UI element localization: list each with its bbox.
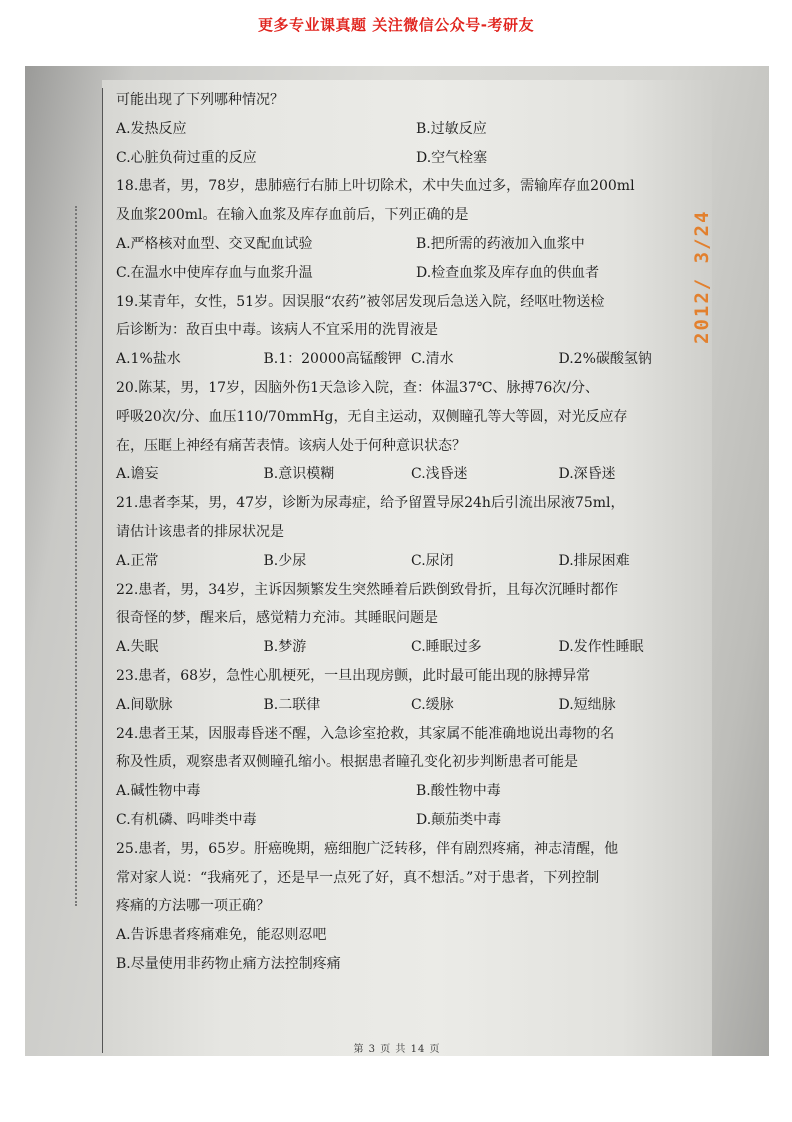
option-b: B.酸性物中毒 [416,783,501,800]
option-a: A.1%盐水 [116,351,181,368]
promo-banner: 更多专业课真题 关注微信公众号-考研友 [258,16,534,34]
option-b: D.检查血浆及库存血的供血者 [416,264,600,281]
option-row [116,259,706,288]
option-c: C.缓脉 [411,696,454,713]
text-line: 及血浆200ml。在输入血浆及库存血前后，下列正确的是 [116,207,469,224]
option-d: D.2%碳酸氢钠 [558,351,652,368]
scanned-page-photo [25,66,769,1056]
text-line: 后诊断为：敌百虫中毒。该病人不宜采用的洗胃液是 [116,322,438,339]
text-line: 19.某青年，女性，51岁。因误服“农药”被邻居发现后急送入院，经呕吐物送检 [116,293,605,310]
option-a: A.间歇脉 [116,696,173,713]
option-d: D.排尿困难 [558,552,630,569]
option-row [116,691,706,720]
binding-holes [75,206,81,906]
option-row [116,345,706,374]
option-b: B.把所需的药液加入血浆中 [416,235,585,252]
text-line: 请估计该患者的排尿状况是 [116,523,284,540]
option-b: B.过敏反应 [416,120,487,137]
option-a: A.严格核对血型、交叉配血试验 [116,235,313,252]
option-c: C.清水 [411,351,454,368]
option-b: B.梦游 [263,639,307,656]
option-a: A.正常 [116,552,159,569]
option-row [116,777,706,806]
text-line: 常对家人说：“我痛死了，还是早一点死了好，真不想活。”对于患者，下列控制 [116,869,600,886]
option-b: B.1：20000高锰酸钾 [263,351,402,368]
option-row [116,806,706,835]
text-line: 可能出现了下列哪种情况？ [116,92,284,108]
page-number: 第 3 页 共 14 页 [353,1044,441,1055]
text-line: 21.患者李某，男，47岁，诊断为尿毒症，给予留置导尿24h后引流出尿液75ml， [116,495,625,512]
text-line: 22.患者，男，34岁，主诉因频繁发生突然睡着后跌倒致骨折，且每次沉睡时都作 [116,581,619,598]
option-a: A.谵妄 [116,466,159,483]
text-line: 疼痛的方法哪一项正确？ [116,898,270,915]
option-row [116,144,706,173]
option-row [116,460,706,489]
text-line: 23.患者，68岁，急性心肌梗死，一旦出现房颤，此时最可能出现的脉搏异常 [116,667,591,684]
option-b: B.二联律 [263,696,321,713]
text-line: 很奇怪的梦，醒来后，感觉精力充沛。其睡眠问题是 [116,610,438,627]
text-line: 25.患者，男，65岁。肝癌晚期，癌细胞广泛转移，伴有剧烈疼痛，神志清醒，他 [116,840,619,857]
option-d: D.发作性睡眠 [558,639,644,656]
date-stamp: 2012/ 3/24 [691,209,713,344]
text-line: 呼吸20次/分、血压110/70mmHg，无自主运动，双侧瞳孔等大等圆，对光反应存 [116,408,628,425]
option-a: C.心脏负荷过重的反应 [116,149,257,166]
option-row [116,547,706,576]
text-line: 20.陈某，男，17岁，因脑外伤1天急诊入院，查：体温37℃、脉搏76次/分、 [116,379,599,396]
text-line: B.尽量使用非药物止痛方法控制疼痛 [116,955,341,972]
option-a: A.失眠 [116,639,159,656]
option-b: D.颠茄类中毒 [416,811,502,828]
margin-line [102,88,103,1053]
text-line: 18.患者，男，78岁，患肺癌行右肺上叶切除术，术中失血过多，需输库存血200ml [116,178,635,195]
option-b: B.意识模糊 [263,466,335,483]
option-c: C.浅昏迷 [411,466,468,483]
text-line: 称及性质，观察患者双侧瞳孔缩小。根据患者瞳孔变化初步判断患者可能是 [116,754,578,771]
option-d: D.短绌脉 [558,696,616,713]
option-c: C.睡眠过多 [411,639,482,656]
option-a: A.发热反应 [116,120,187,137]
option-row [116,230,706,259]
exam-questions [116,86,706,979]
option-a: C.在温水中使库存血与血浆升温 [116,264,313,281]
option-row [116,633,706,662]
option-a: C.有机磷、吗啡类中毒 [116,811,257,828]
option-b: B.少尿 [263,552,307,569]
option-d: D.深昏迷 [558,466,616,483]
text-line: 在，压眶上神经有痛苦表情。该病人处于何种意识状态？ [116,437,466,454]
text-line: 24.患者王某，因服毒昏迷不醒，入急诊室抢救，其家属不能准确地说出毒物的名 [116,725,615,742]
option-b: D.空气栓塞 [416,149,488,166]
text-line: A.告诉患者疼痛难免，能忍则忍吧 [116,927,327,944]
option-a: A.碱性物中毒 [116,783,201,800]
option-c: C.尿闭 [411,552,454,569]
option-row [116,115,706,144]
